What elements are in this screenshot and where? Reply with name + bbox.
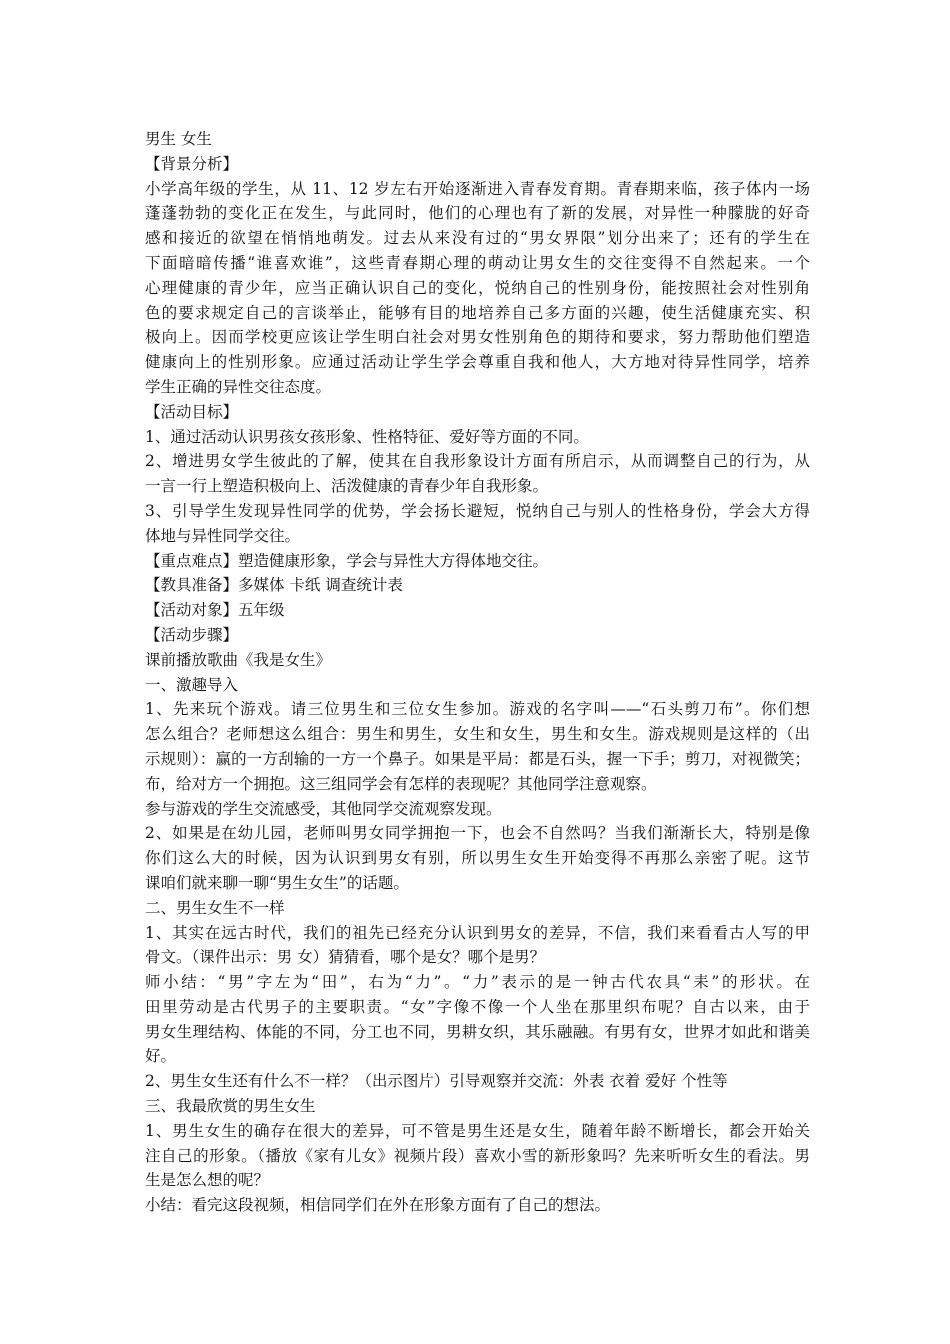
text-line: 【教具准备】多媒体 卡纸 调查统计表 xyxy=(145,576,403,595)
text-line: 2、如果是在幼儿园，老师叫男女同学拥抱一下，也会不自然吗？当我们渐渐长大，特别是像 xyxy=(145,824,810,843)
text-line: 3、引导学生发现异性同学的优势，学会扬长避短，悦纳自己与别人的性格身份，学会大方得 xyxy=(145,501,810,520)
text-line: 1、其实在远古时代，我们的祖先已经充分认识到男女的差异，不信，我们来看看古人写的甲 xyxy=(145,923,810,942)
text-line: 学生正确的异性交往态度。 xyxy=(145,377,332,396)
text-line: 一言一行上塑造积极向上、活泼健康的青春少年自我形象。 xyxy=(145,477,549,496)
text-line: 蓬蓬勃勃的变化正在发生，与此同时，他们的心理也有了新的发展，对异性一种朦胧的好奇 xyxy=(145,204,810,223)
text-line: 【活动步骤】 xyxy=(145,625,239,644)
text-line: 极向上。因而学校更应该让学生明白社会对男女性别角色的期待和要求，努力帮助他们塑造 xyxy=(145,328,810,347)
document-title: 男生 女生 xyxy=(145,130,212,148)
text-line: 布，给对方一个拥抱。这三组同学会有怎样的表现呢？其他同学注意观察。 xyxy=(145,774,657,793)
text-line: 参与游戏的学生交流感受，其他同学交流观察发现。 xyxy=(145,799,502,818)
text-line: 课前播放歌曲《我是女生》 xyxy=(145,650,332,669)
text-line: 小结：看完这段视频，相信同学们在外在形象方面有了自己的想法。 xyxy=(145,1196,611,1215)
text-line: 体地与异性同学交往。 xyxy=(145,526,301,545)
text-line: 1、通过活动认识男孩女孩形象、性格特征、爱好等方面的不同。 xyxy=(145,427,589,446)
text-line: 一、激趣导入 xyxy=(145,675,239,694)
text-line: 怎么组合？老师想这么组合：男生和男生，女生和女生，男生和女生。游戏规则是这样的（出 xyxy=(145,725,810,744)
text-line: 2、男生女生还有什么不一样？（出示图片）引导观察并交流：外表 衣着 爱好 个性等 xyxy=(145,1072,728,1091)
text-line: 【活动目标】 xyxy=(145,402,239,421)
text-line: 二、男生女生不一样 xyxy=(145,898,285,917)
text-line: 【重点难点】塑造健康形象，学会与异性大方得体地交往。 xyxy=(145,551,549,570)
text-line: 1、先来玩个游戏。请三位男生和三位女生参加。游戏的名字叫——“石头剪刀布”。你们想 xyxy=(145,700,810,719)
text-line: 【背景分析】 xyxy=(145,154,239,173)
text-line: 师小结：“男”字左为“田”，右为“力”。“力”表示的是一钟古代农具“耒”的形状。在 xyxy=(145,973,810,992)
text-line: 你们这么大的时候，因为认识到男女有别，所以男生女生开始变得不再那么亲密了呢。这节 xyxy=(145,849,810,868)
text-line: 男女生理结构、体能的不同，分工也不同，男耕女织，其乐融融。有男有女，世界才如此和谐美 xyxy=(145,1022,810,1041)
text-line: 下面暗暗传播“谁喜欢谁”，这些青春期心理的萌动让男女生的交往变得不自然起来。一个 xyxy=(145,253,810,272)
text-line: 1、男生女生的确存在很大的差异，可不管是男生还是女生，随着年龄不断增长，都会开始关 xyxy=(145,1121,810,1140)
text-line: 健康向上的性别形象。应通过活动让学生学会尊重自我和他人，大方地对待异性同学，培养 xyxy=(145,353,810,372)
text-line: 心理健康的青少年，应当正确认识自己的变化，悦纳自己的性别身份，能按照社会对性别角 xyxy=(145,278,810,297)
text-line: 【活动对象】五年级 xyxy=(145,601,285,620)
text-line: 感和接近的欲望在悄悄地萌发。过去从来没有过的“男女界限”划分出来了；还有的学生在 xyxy=(145,229,810,248)
text-line: 2、增进男女学生彼此的了解，使其在自我形象设计方面有所启示，从而调整自己的行为，从 xyxy=(145,452,810,471)
text-line: 示规则）：赢的一方刮输的一方一个鼻子。如果是平局：都是石头，握一下手；剪刀，对视微笑； xyxy=(145,749,810,768)
text-line: 注自己的形象。（播放《家有儿女》视频片段）喜欢小雪的新形象吗？先来听听女生的看法。男 xyxy=(145,1146,810,1165)
text-line: 小学高年级的学生，从 11、12 岁左右开始逐渐进入青春发育期。青春期来临，孩子体内一场 xyxy=(145,179,810,198)
text-line: 三、我最欣赏的男生女生 xyxy=(145,1097,316,1116)
text-line: 色的要求规定自己的言谈举止，能够有目的地培养自己多方面的兴趣，使生活健康充实、积 xyxy=(145,303,810,322)
text-line: 骨文。（课件出示：男 女）猜猜看，哪个是女？哪个是男？ xyxy=(145,948,546,967)
text-line: 田里劳动是古代男子的主要职责。“女”字像不像一个人坐在那里织布呢？自古以来，由于 xyxy=(145,997,810,1016)
text-line: 好。 xyxy=(145,1047,177,1066)
text-line: 课咱们就来聊一聊“男生女生”的话题。 xyxy=(145,873,409,892)
text-line: 生是怎么想的呢？ xyxy=(145,1171,270,1190)
